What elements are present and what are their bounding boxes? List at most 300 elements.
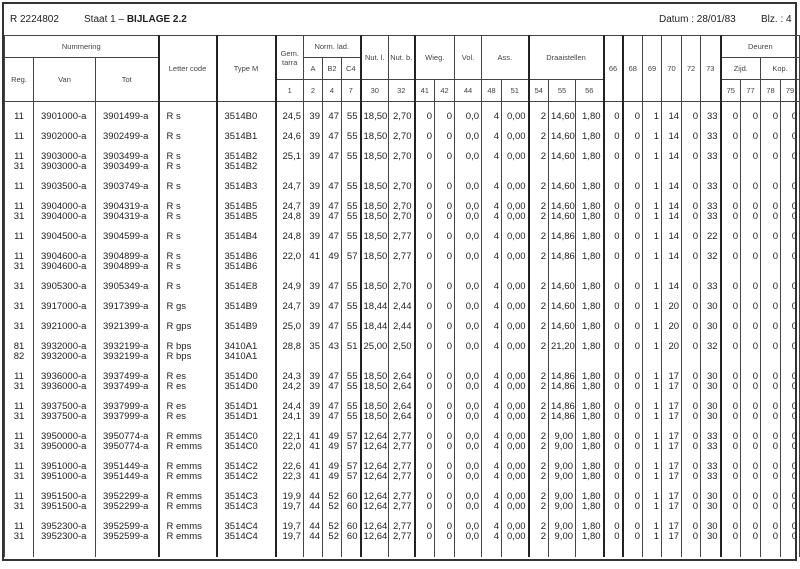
cell-value: 1,80 — [582, 281, 601, 292]
table-cell — [502, 317, 529, 337]
cell-value — [645, 262, 659, 272]
table-cell — [342, 297, 361, 317]
table-cell — [5, 197, 34, 227]
cell-value: 0 — [446, 491, 453, 502]
cell-value: 0 — [752, 231, 759, 242]
reference-number: R 2224802 — [10, 14, 59, 25]
colnum-30: 30 — [361, 80, 389, 102]
table-cell — [502, 277, 529, 297]
cell-value: 3932000-a — [41, 351, 87, 362]
cell-value: 3904319-a — [103, 211, 149, 222]
cell-value — [743, 162, 758, 172]
table-cell — [304, 487, 323, 517]
cell-value: 39 — [309, 181, 320, 192]
cell-value: 0 — [752, 381, 759, 392]
cell-value: 25,00 — [363, 341, 388, 352]
table-cell — [276, 247, 304, 277]
table-cell — [721, 247, 741, 277]
table-cell — [623, 227, 643, 247]
cell-value: 0,0 — [465, 301, 480, 312]
table-cell — [721, 177, 741, 197]
cell-value — [664, 162, 679, 172]
cell-value: 0 — [791, 181, 798, 192]
cell-value: 3514D0 — [224, 381, 258, 392]
table-cell — [5, 547, 34, 557]
table-cell — [482, 147, 502, 177]
cell-value: R s — [166, 261, 181, 272]
table-cell — [342, 197, 361, 227]
table-cell — [5, 427, 34, 457]
cell-value: R s — [166, 281, 181, 292]
table-cell — [701, 297, 721, 317]
cell-value: 47 — [328, 201, 339, 212]
cell-value: 0 — [634, 281, 641, 292]
cell-value: 0 — [752, 531, 759, 542]
cell-value: 1 — [653, 151, 660, 162]
col-tot: Tot — [96, 58, 159, 102]
table-cell — [643, 457, 662, 487]
cell-value: 17 — [668, 371, 680, 382]
cell-value — [344, 162, 358, 172]
cell-value: 2 — [540, 231, 547, 242]
table-cell — [623, 457, 643, 487]
table-cell — [529, 277, 549, 297]
table-row — [5, 487, 800, 517]
table-cell — [304, 547, 323, 557]
table-cell — [502, 367, 529, 397]
cell-value: R emms — [166, 471, 202, 482]
cell-value: 0 — [692, 321, 699, 332]
table-cell — [761, 457, 781, 487]
cell-value: 0 — [692, 411, 699, 422]
table-cell — [761, 102, 781, 128]
cell-value: 39 — [309, 151, 320, 162]
cell-value: 57 — [346, 441, 358, 452]
cell-value: 24,5 — [282, 111, 301, 122]
cell-value: 0 — [732, 371, 739, 382]
cell-value: 4 — [493, 231, 500, 242]
cell-value: 3904500-a — [41, 231, 87, 242]
cell-value: 39 — [309, 411, 320, 422]
cell-value: 0,00 — [507, 251, 526, 262]
col-72: 72 — [682, 36, 701, 102]
table-cell — [549, 397, 576, 427]
cell-value: 0,0 — [465, 441, 480, 452]
cell-value: 2,77 — [393, 441, 412, 452]
cell-value: 0 — [791, 501, 798, 512]
cell-value: 0 — [752, 201, 759, 212]
cell-value: 0 — [772, 251, 779, 262]
cell-value: 12,64 — [363, 471, 388, 482]
cell-value: 14,60 — [551, 151, 575, 162]
table-cell — [415, 547, 435, 557]
table-cell — [482, 317, 502, 337]
table-cell — [701, 177, 721, 197]
table-cell — [482, 397, 502, 427]
cell-value: 20 — [668, 321, 680, 332]
cell-value — [325, 162, 339, 172]
cell-value — [306, 162, 320, 172]
table-cell — [159, 367, 217, 397]
table-cell — [502, 147, 529, 177]
table-cell — [549, 487, 576, 517]
table-cell — [576, 337, 604, 367]
cell-value: 0 — [791, 491, 798, 502]
table-cell — [455, 547, 482, 557]
cell-value: 0,0 — [465, 111, 480, 122]
table-cell — [761, 147, 781, 177]
colnum-4: 4 — [323, 80, 342, 102]
table-cell — [361, 457, 389, 487]
table-filler-row — [5, 547, 800, 557]
table-cell — [549, 337, 576, 367]
cell-value: 52 — [328, 491, 339, 502]
cell-value: 3514C4 — [224, 521, 258, 532]
table-cell — [455, 517, 482, 547]
table-cell — [361, 397, 389, 427]
cell-value: 14 — [668, 181, 680, 192]
table-cell — [389, 277, 415, 297]
table-cell — [217, 277, 276, 297]
cell-value: 18,50 — [363, 111, 388, 122]
cell-value: 2,70 — [393, 151, 412, 162]
cell-value: 0 — [752, 181, 759, 192]
cell-value: 39 — [309, 111, 320, 122]
cell-value: 20 — [668, 341, 680, 352]
table-cell — [5, 127, 34, 147]
cell-value: 24,1 — [282, 411, 301, 422]
page-value: 4 — [786, 14, 792, 25]
cell-value: 0,00 — [507, 131, 526, 142]
table-cell — [529, 317, 549, 337]
col-van: Van — [34, 58, 96, 102]
cell-value: 1,80 — [582, 431, 601, 442]
cell-value: 4 — [493, 181, 500, 192]
table-cell — [623, 197, 643, 227]
cell-value: 1 — [653, 251, 660, 262]
colnum-42: 42 — [435, 80, 455, 102]
cell-value: 0 — [692, 491, 699, 502]
table-cell — [604, 517, 623, 547]
table-cell — [482, 127, 502, 147]
table-cell — [604, 337, 623, 367]
cell-value — [551, 262, 573, 272]
table-cell — [623, 517, 643, 547]
cell-value: 0 — [791, 131, 798, 142]
table-cell — [159, 517, 217, 547]
table-cell — [34, 487, 96, 517]
table-cell — [455, 317, 482, 337]
table-cell — [342, 317, 361, 337]
table-cell — [529, 227, 549, 247]
table-cell — [761, 227, 781, 247]
cell-value: 39 — [309, 371, 320, 382]
cell-value: 3921000-a — [41, 321, 87, 332]
table-cell — [623, 317, 643, 337]
cell-value: 1,80 — [582, 461, 601, 472]
table-cell — [5, 102, 34, 128]
cell-value: 14 — [668, 251, 680, 262]
cell-value: 11 — [14, 251, 24, 262]
cell-value: 49 — [328, 251, 339, 262]
cell-value: 0 — [614, 491, 620, 502]
cell-value: 0 — [426, 111, 432, 122]
cell-value: 19,7 — [282, 531, 301, 542]
table-cell — [217, 397, 276, 427]
table-cell — [662, 427, 682, 457]
table-cell — [721, 517, 741, 547]
cell-value: 17 — [668, 501, 680, 512]
table-cell — [276, 227, 304, 247]
table-cell — [721, 147, 741, 177]
table-cell — [455, 297, 482, 317]
cell-value: 0 — [614, 201, 620, 212]
table-cell — [662, 457, 682, 487]
cell-value: 2 — [540, 321, 547, 332]
table-cell — [502, 517, 529, 547]
col-zijd: Zijd. — [721, 58, 761, 80]
table-cell — [623, 297, 643, 317]
cell-value — [437, 262, 452, 272]
cell-value: 0 — [614, 471, 620, 482]
table-cell — [415, 177, 435, 197]
cell-value: 0 — [692, 471, 699, 482]
cell-value: 3952300-a — [41, 531, 87, 542]
cell-value: 0 — [634, 431, 641, 442]
table-cell — [159, 227, 217, 247]
table-cell — [361, 337, 389, 367]
colnum-44: 44 — [455, 80, 482, 102]
cell-value: 0 — [446, 461, 453, 472]
table-cell — [604, 147, 623, 177]
cell-value: 3952599-a — [103, 521, 149, 532]
cell-value: 2 — [540, 411, 547, 422]
cell-value: 47 — [328, 411, 339, 422]
table-cell — [549, 517, 576, 547]
cell-value — [484, 262, 499, 272]
table-cell — [455, 147, 482, 177]
table-cell — [5, 247, 34, 277]
cell-value: 39 — [309, 201, 320, 212]
cell-value: 14 — [668, 201, 680, 212]
table-cell — [34, 227, 96, 247]
cell-value: 0 — [772, 381, 779, 392]
cell-value: 17 — [668, 521, 680, 532]
table-cell — [662, 487, 682, 517]
table-cell — [217, 367, 276, 397]
cell-value: 0 — [426, 181, 432, 192]
cell-value: 0 — [446, 381, 453, 392]
table-row — [5, 297, 800, 317]
bijlage-label: BIJLAGE 2.2 — [126, 14, 187, 25]
table-cell — [502, 127, 529, 147]
table-cell — [389, 127, 415, 147]
table-cell — [576, 397, 604, 427]
cell-value: 1,80 — [582, 201, 601, 212]
table-cell — [643, 517, 662, 547]
table-cell — [549, 197, 576, 227]
cell-value: 18,50 — [363, 151, 388, 162]
table-cell — [276, 177, 304, 197]
table-cell — [34, 127, 96, 147]
table-cell — [323, 367, 342, 397]
cell-value: 0 — [446, 181, 453, 192]
cell-value: 0,0 — [465, 461, 480, 472]
table-cell — [342, 487, 361, 517]
table-cell — [96, 227, 159, 247]
cell-value: 3514D1 — [224, 401, 258, 412]
cell-value: 2,64 — [393, 411, 412, 422]
cell-value — [763, 262, 778, 272]
table-cell — [304, 517, 323, 547]
cell-value: 0 — [426, 371, 432, 382]
table-cell — [276, 547, 304, 557]
table-cell — [455, 247, 482, 277]
table-cell — [96, 337, 159, 367]
date-label: Datum : — [659, 14, 697, 25]
table-cell — [361, 317, 389, 337]
cell-value: 0 — [772, 301, 779, 312]
table-cell — [741, 102, 761, 128]
table-cell — [217, 487, 276, 517]
table-cell — [276, 337, 304, 367]
cell-value — [783, 352, 797, 362]
cell-value — [391, 262, 412, 272]
cell-value: 51 — [346, 341, 358, 352]
cell-value: 1 — [653, 111, 660, 122]
table-cell — [34, 547, 96, 557]
cell-value: 0 — [446, 111, 453, 122]
cell-value: 0 — [446, 411, 453, 422]
table-cell — [529, 337, 549, 367]
table-cell — [159, 127, 217, 147]
table-cell — [304, 197, 323, 227]
table-cell — [623, 277, 643, 297]
table-cell — [96, 427, 159, 457]
table-cell — [701, 102, 721, 128]
cell-value: 2 — [540, 201, 547, 212]
cell-value: 17 — [668, 381, 680, 392]
cell-value: 3514B9 — [224, 301, 258, 312]
cell-value: 31 — [13, 471, 25, 482]
cell-value: 0 — [752, 281, 759, 292]
table-cell — [576, 317, 604, 337]
cell-value — [724, 352, 739, 362]
cell-value: R s — [166, 231, 181, 242]
table-cell — [361, 487, 389, 517]
table-cell — [482, 102, 502, 128]
cell-value: 0 — [732, 401, 739, 412]
cell-value: 2,77 — [393, 231, 412, 242]
cell-value: 0 — [772, 281, 779, 292]
cell-value: 0 — [772, 411, 779, 422]
cell-value: 0 — [426, 131, 432, 142]
table-cell — [761, 547, 781, 557]
cell-value: 22,6 — [282, 461, 301, 472]
cell-value: 55 — [346, 111, 358, 122]
table-cell — [389, 147, 415, 177]
table-cell — [623, 177, 643, 197]
cell-value — [684, 352, 698, 362]
table-cell — [662, 177, 682, 197]
table-cell — [455, 127, 482, 147]
table-cell — [361, 367, 389, 397]
table-cell — [682, 102, 701, 128]
table-cell — [323, 487, 342, 517]
cell-value: 14,60 — [551, 201, 575, 212]
table-cell — [502, 197, 529, 227]
cell-value — [532, 162, 547, 172]
cell-value: 0 — [772, 531, 779, 542]
table-cell — [781, 102, 800, 128]
cell-value: 3410A1 — [224, 341, 258, 352]
cell-value: 0 — [752, 211, 759, 222]
table-cell — [435, 547, 455, 557]
cell-value: 0 — [732, 151, 739, 162]
table-cell — [96, 317, 159, 337]
table-cell — [217, 147, 276, 177]
table-cell — [34, 367, 96, 397]
table-cell — [682, 277, 701, 297]
cell-value: 3936000-a — [41, 371, 87, 382]
table-cell — [529, 197, 549, 227]
table-cell — [361, 197, 389, 227]
cell-value: 49 — [328, 431, 339, 442]
table-body — [5, 102, 800, 558]
cell-value: 2,70 — [393, 281, 412, 292]
cell-value: 0 — [634, 111, 641, 122]
cell-value: 30 — [706, 491, 718, 502]
cell-value: 0 — [732, 131, 739, 142]
table-cell — [96, 547, 159, 557]
table-cell — [761, 397, 781, 427]
colnum-2: 2 — [304, 80, 323, 102]
data-table — [4, 35, 800, 557]
table-cell — [549, 547, 576, 557]
cell-value: 0 — [426, 381, 432, 392]
table-cell — [435, 427, 455, 457]
table-cell — [159, 397, 217, 427]
table-cell — [604, 427, 623, 457]
table-cell — [323, 147, 342, 177]
table-cell — [502, 102, 529, 128]
table-cell — [623, 367, 643, 397]
cell-value: 1,80 — [582, 411, 601, 422]
table-cell — [701, 457, 721, 487]
cell-value — [532, 262, 547, 272]
cell-value: 14,60 — [551, 131, 575, 142]
table-cell — [304, 247, 323, 277]
table-cell — [342, 397, 361, 427]
cell-value: 1 — [653, 381, 660, 392]
cell-value: 3514D0 — [224, 371, 258, 382]
cell-value: 25,0 — [282, 321, 301, 332]
cell-value: 0,0 — [465, 341, 480, 352]
cell-value: 0 — [446, 531, 453, 542]
table-cell — [682, 317, 701, 337]
cell-value: 39 — [309, 281, 320, 292]
table-cell — [217, 102, 276, 128]
table-cell — [342, 367, 361, 397]
cell-value: R emms — [166, 531, 202, 542]
table-cell — [701, 397, 721, 427]
page-number — [761, 14, 792, 25]
cell-value: 1,80 — [582, 491, 601, 502]
table-cell — [662, 397, 682, 427]
col-68: 68 — [623, 36, 643, 102]
table-cell — [529, 102, 549, 128]
table-cell — [781, 227, 800, 247]
